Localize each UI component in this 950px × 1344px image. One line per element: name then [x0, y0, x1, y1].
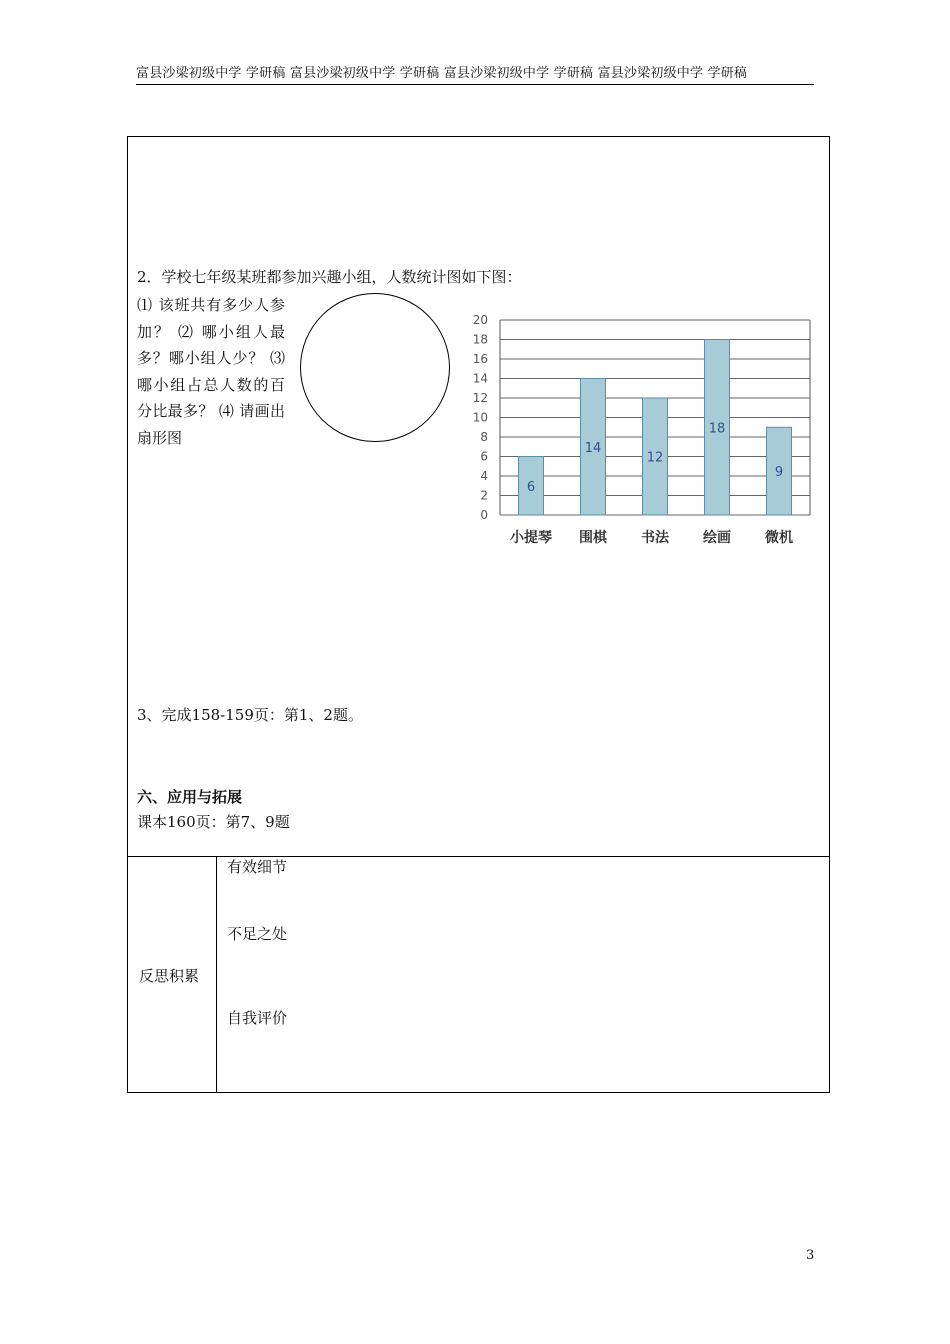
bar-data-label: 6	[526, 479, 536, 495]
page-number: 3	[806, 1248, 815, 1263]
reflection-item-shortcomings: 不足之处	[227, 925, 288, 943]
question-2-subquestions	[137, 292, 285, 451]
y-tick-label: 2	[480, 488, 488, 503]
sub-question-4: ⑷ 请画出扇形图	[137, 402, 285, 447]
reflection-label: 反思积累	[139, 967, 200, 985]
x-category-label: 小提琴	[510, 530, 552, 546]
y-tick-label: 12	[472, 391, 488, 405]
y-tick-label: 16	[472, 352, 488, 366]
question-2-title: 2．学校七年级某班都参加兴趣小组，人数统计图如下图：	[137, 268, 522, 286]
question-3: 3、完成158-159页：第1、2题。	[137, 706, 363, 724]
page-header: 富县沙梁初级中学 学研稿 富县沙梁初级中学 学研稿 富县沙梁初级中学 学研稿 富县沙梁初级中学 学研稿	[136, 66, 814, 85]
pie-chart-circle	[300, 293, 450, 442]
y-tick-label: 8	[480, 430, 488, 444]
x-category-label: 微机	[765, 530, 793, 546]
reflection-table	[127, 856, 830, 1093]
y-tick-label: 20	[472, 313, 488, 327]
y-tick-label: 14	[472, 371, 488, 386]
section-6-title: 六、应用与拓展	[137, 788, 243, 806]
x-category-label: 书法	[641, 530, 669, 546]
reflection-item-self-evaluation: 自我评价	[227, 1009, 288, 1027]
y-tick-label: 6	[480, 449, 488, 464]
bar-data-label: 12	[646, 450, 664, 466]
bar-chart	[460, 310, 820, 560]
y-tick-label: 18	[472, 332, 488, 347]
x-category-label: 围棋	[579, 530, 607, 546]
y-tick-label: 4	[480, 469, 488, 483]
x-category-label: 绘画	[703, 530, 731, 546]
sub-question-3: ⑶ 哪小组占总人数的百分比最多？	[137, 349, 285, 420]
y-tick-label: 10	[472, 410, 488, 425]
sub-question-1: ⑴ 该班共有多少人参加？	[137, 296, 285, 341]
sub-question-2: ⑵ 哪小组人最多？哪小组人少？	[137, 322, 285, 367]
section-6-content: 课本160页：第7、9题	[137, 813, 290, 831]
reflection-item-effective: 有效细节	[227, 858, 288, 876]
bar-data-label: 18	[708, 421, 726, 437]
bar-data-label: 9	[774, 465, 784, 481]
bar-data-label: 14	[584, 440, 602, 456]
y-tick-label: 0	[480, 508, 488, 522]
